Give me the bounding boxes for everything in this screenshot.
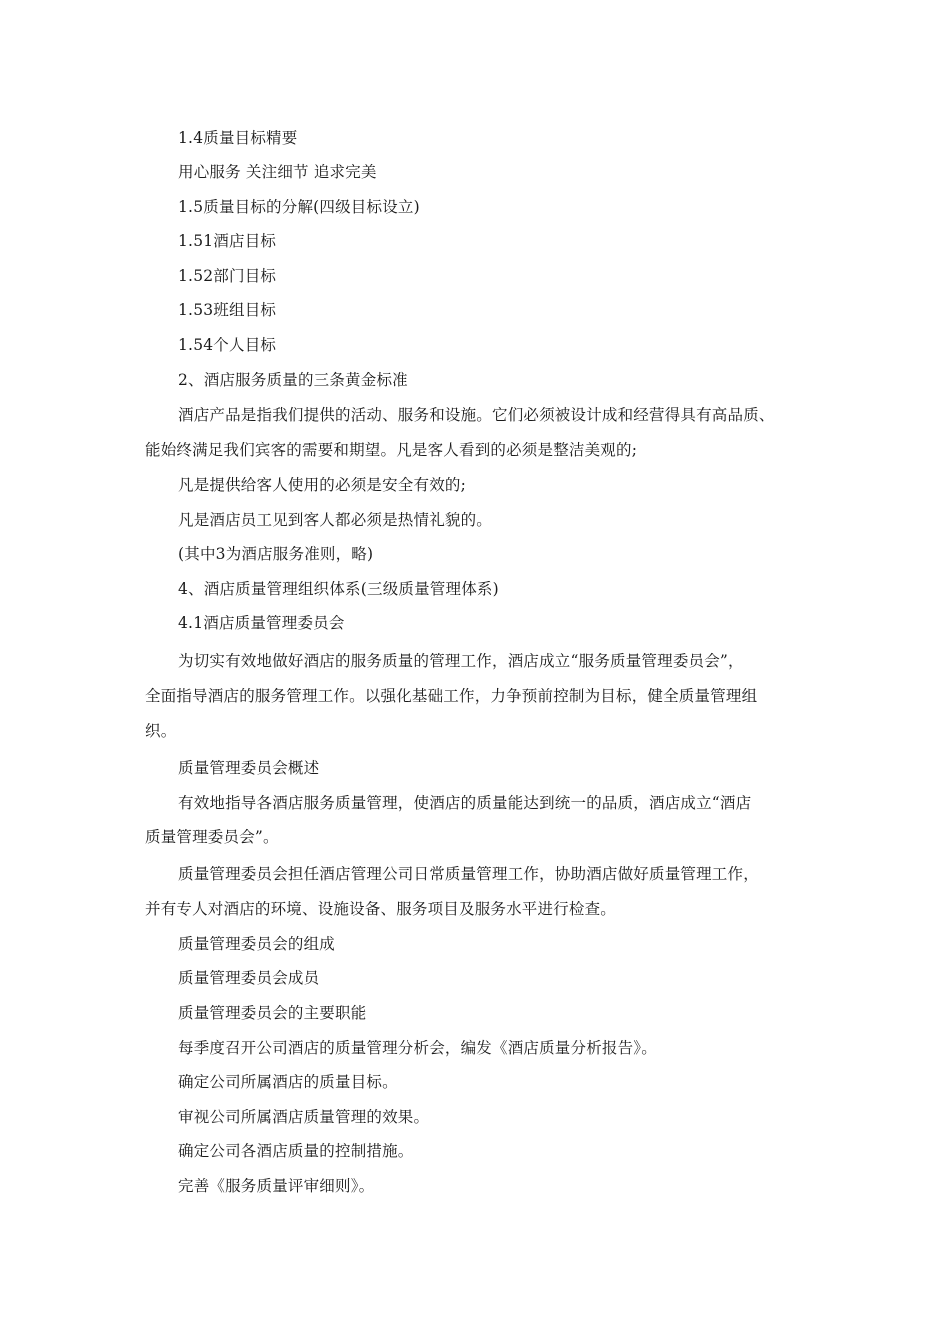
- heading-4: 4、酒店质量管理组织体系(三级质量管理体系): [178, 580, 499, 598]
- paragraph-line: 有效地指导各酒店服务质量管理，使酒店的质量能达到统一的品质，酒店成立“酒店: [178, 794, 752, 812]
- paragraph-line: 为切实有效地做好酒店的服务质量的管理工作，酒店成立“服务质量管理委员会”，: [178, 652, 744, 670]
- function-item: 确定公司所属酒店的质量目标。: [178, 1073, 398, 1091]
- slogan-line: 用心服务 关注细节 追求完美: [178, 163, 377, 181]
- paragraph-line: 酒店产品是指我们提供的活动、服务和设施。它们必须被设计成和经营得具有高品质、: [178, 406, 775, 424]
- function-item: 确定公司各酒店质量的控制措施。: [178, 1142, 414, 1160]
- item-1-51: 1.51酒店目标: [178, 232, 277, 250]
- paragraph-line: 凡是酒店员工见到客人都必须是热情礼貌的。: [178, 511, 493, 529]
- function-item: 完善《服务质量评审细则》。: [178, 1177, 375, 1195]
- heading-2: 2、酒店服务质量的三条黄金标准: [178, 371, 408, 389]
- paragraph-line: 能始终满足我们宾客的需要和期望。凡是客人看到的必须是整洁美观的;: [145, 441, 638, 459]
- heading-4-1: 4.1酒店质量管理委员会: [178, 614, 345, 632]
- paragraph-line: 质量管理委员会担任酒店管理公司日常质量管理工作，协助酒店做好质量管理工作，: [178, 865, 759, 883]
- note-line: (其中3为酒店服务准则，略): [178, 545, 374, 563]
- subheading-functions: 质量管理委员会的主要职能: [178, 1004, 367, 1022]
- heading-1-4: 1.4质量目标精要: [178, 129, 298, 147]
- paragraph-line: 凡是提供给客人使用的必须是安全有效的;: [178, 476, 467, 494]
- heading-1-5: 1.5质量目标的分解(四级目标设立): [178, 198, 420, 216]
- subheading-members: 质量管理委员会成员: [178, 969, 320, 987]
- paragraph-line: 全面指导酒店的服务管理工作。以强化基础工作，力争预前控制为目标，健全质量管理组: [145, 687, 758, 705]
- subheading-overview: 质量管理委员会概述: [178, 759, 320, 777]
- paragraph-line: 织。: [145, 722, 177, 740]
- item-1-53: 1.53班组目标: [178, 301, 277, 319]
- subheading-composition: 质量管理委员会的组成: [178, 935, 336, 953]
- item-1-54: 1.54个人目标: [178, 336, 277, 354]
- function-item: 审视公司所属酒店质量管理的效果。: [178, 1108, 430, 1126]
- item-1-52: 1.52部门目标: [178, 267, 277, 285]
- function-item: 每季度召开公司酒店的质量管理分析会，编发《酒店质量分析报告》。: [178, 1039, 657, 1057]
- paragraph-line: 并有专人对酒店的环境、设施设备、服务项目及服务水平进行检查。: [145, 900, 617, 918]
- paragraph-line: 质量管理委员会”。: [145, 828, 279, 846]
